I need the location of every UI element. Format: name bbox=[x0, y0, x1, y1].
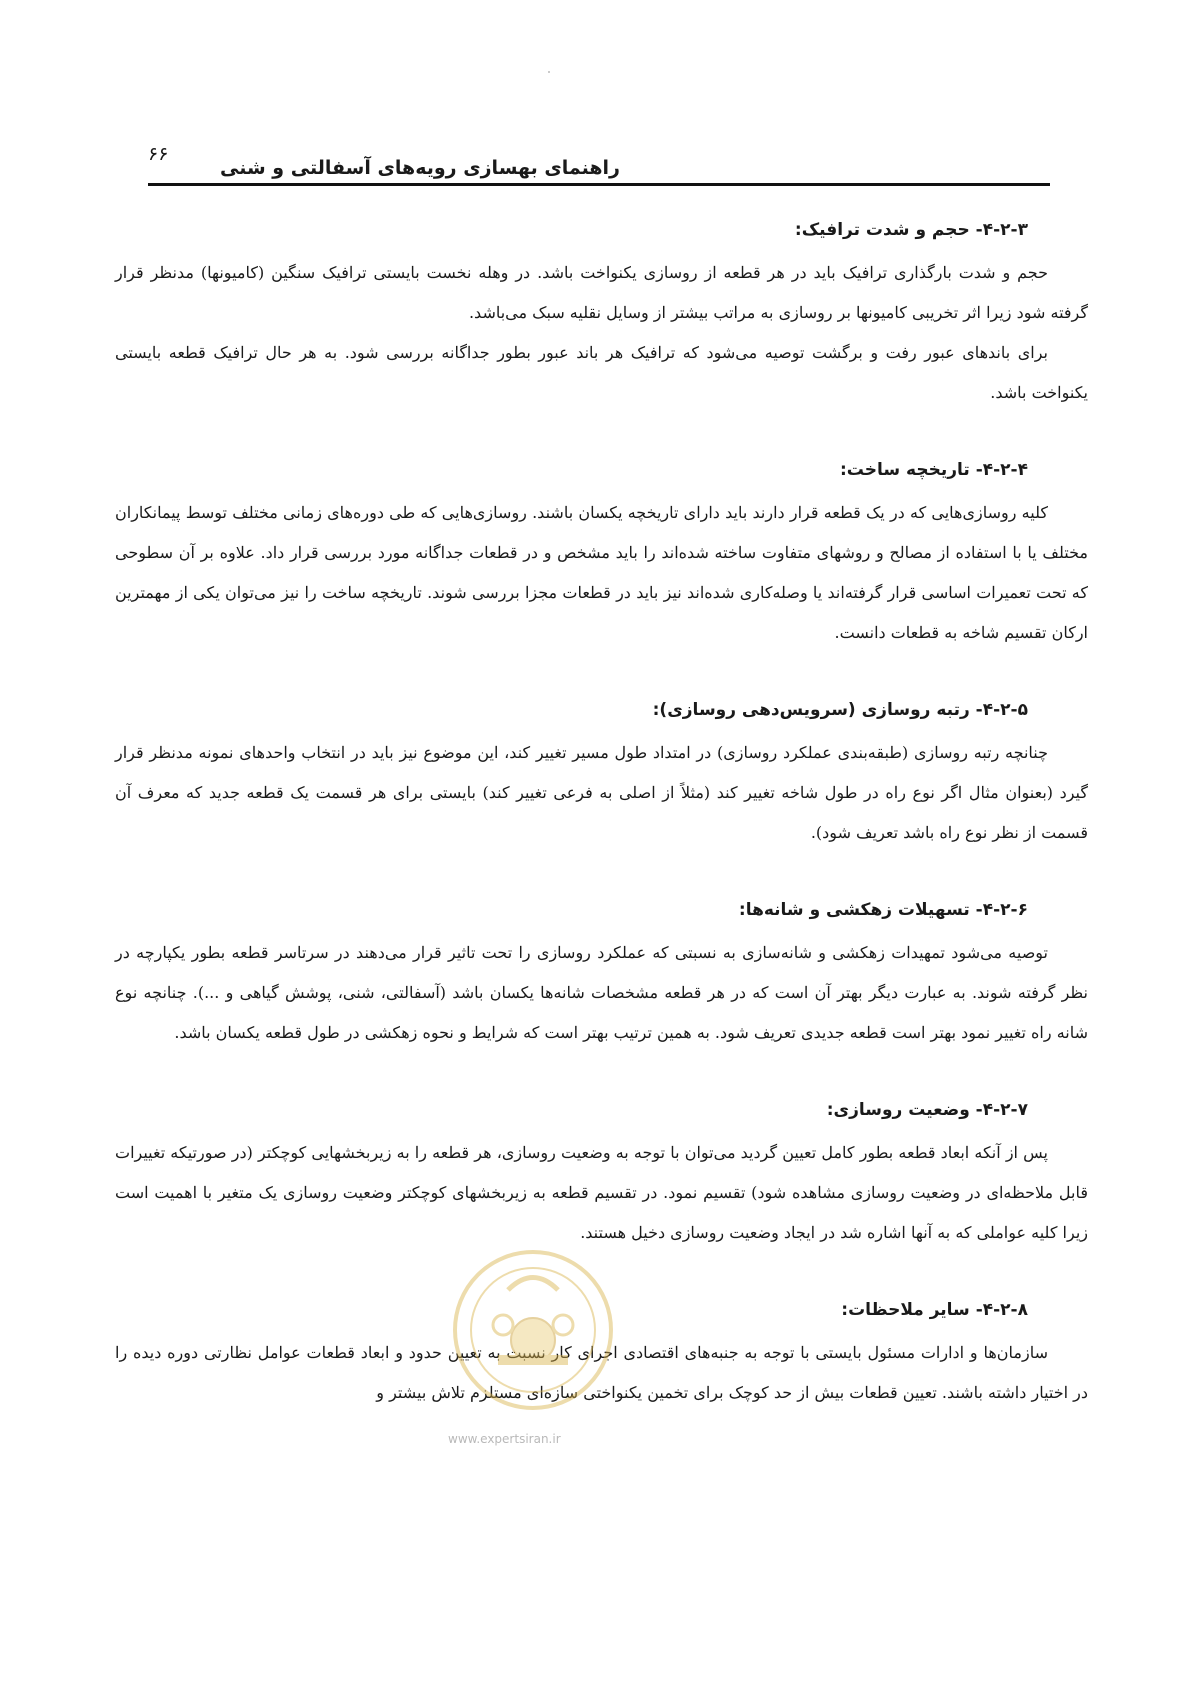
section-heading: ۴-۲-۳- حجم و شدت ترافیک: bbox=[794, 220, 1028, 240]
paragraph: پس از آنکه ابعاد قطعه بطور کامل تعیین گردید می‌توان با توجه به وضعیت روسازی، هر قطعه را به زیربخشهایی کوچکتر (در صورتیکه تغییرات قابل ملاحظه‌ای در وضعیت روسازی مشاهده شود) تقسیم نمود. در تقسیم قطعه به زیربخشهای کوچکتر وضعیت روسازی یک متغیر با اهمیت است زیرا کلیه عواملی که به آنها اشاره شد در ایجاد وضعیت روسازی دخیل هستند. bbox=[115, 1143, 1088, 1242]
section-heading: ۴-۲-۴- تاریخچه ساخت: bbox=[839, 460, 1028, 480]
watermark-url: www.expertsiran.ir bbox=[448, 1432, 561, 1446]
section-heading: ۴-۲-۸- سایر ملاحظات: bbox=[841, 1300, 1028, 1320]
page-number: ۶۶ bbox=[148, 143, 169, 165]
paragraph: حجم و شدت بارگذاری ترافیک باید در هر قطعه از روسازی یکنواخت باشد. در وهله نخست بایستی ترافیک سنگین (کامیونها) مدنظر قرار گرفته شود زیرا اثر تخریبی کامیونها بر روسازی به مراتب بیشتر از وسایل نقلیه سبک می‌باشد. bbox=[115, 263, 1088, 322]
section-traffic bbox=[115, 215, 1088, 413]
header-rule bbox=[148, 183, 1050, 186]
paragraph: کلیه روسازی‌هایی که در یک قطعه قرار دارند باید دارای تاریخچه یکسان باشند. روسازی‌هایی که طی دوره‌های زمانی مختلف توسط پیمانکاران مختلف یا با استفاده از مصالح و روشهای متفاوت ساخته شده‌اند را باید مشخص و در قطعات جداگانه مورد بررسی قرار داد. علاوه بر آن سطوحی که تحت تعمیرات اساسی قرار گرفته‌اند یا وصله‌کاری شده‌اند نیز باید در قطعات مجزا بررسی شوند. تاریخچه ساخت را نیز می‌توان یکی از مهمترین ارکان تقسیم شاخه به قطعات دانست. bbox=[115, 503, 1089, 642]
section-heading: ۴-۲-۷- وضعیت روسازی: bbox=[826, 1100, 1028, 1120]
paragraph: چنانچه رتبه روسازی (طبقه‌بندی عملکرد روسازی) در امتداد طول مسیر تغییر کند، این موضوع نیز باید در انتخاب واحدهای نمونه مدنظر قرار گیرد (بعنوان مثال اگر نوع راه در طول شاخه تغییر کند (مثلاً از اصلی به فرعی تغییر کند) بایستی برای هر قسمت یک قطعه جدید که معرف آن قسمت از نظر نوع راه باشد تعریف شود). bbox=[115, 743, 1089, 842]
section-pavement-rank bbox=[115, 695, 1088, 853]
page-header bbox=[148, 143, 1050, 183]
scan-speck bbox=[548, 71, 550, 73]
section-construction-history bbox=[115, 455, 1088, 653]
section-drainage-shoulders bbox=[115, 895, 1088, 1053]
paragraph: برای باندهای عبور رفت و برگشت توصیه می‌شود که ترافیک هر باند عبور بطور جداگانه بررسی شود. به هر حال ترافیک قطعه بایستی یکنواخت باشد. bbox=[115, 343, 1088, 402]
section-heading: ۴-۲-۵- رتبه روسازی (سرویس‌دهی روسازی): bbox=[652, 700, 1028, 720]
page-body bbox=[115, 215, 1088, 1413]
paragraph: توصیه می‌شود تمهیدات زهکشی و شانه‌سازی به نسبتی که عملکرد روسازی را تحت تاثیر قرار می‌دهند در سرتاسر قطعه بطور یکپارچه در نظر گرفته شوند. به عبارت دیگر بهتر آن است که در هر قطعه مشخصات شانه‌ها یکسان باشد (آسفالتی، شنی، پوشش گیاهی و ...). چنانچه نوع شانه راه تغییر نمود بهتر است قطعه جدیدی تعریف شود. به همین ترتیب بهتر است که شرایط و نحوه زهکشی در طول قطعه یکسان باشد. bbox=[115, 943, 1088, 1042]
running-title: راهنمای بهسازی رویه‌های آسفالتی و شنی bbox=[220, 157, 620, 179]
section-pavement-condition bbox=[115, 1095, 1088, 1253]
section-heading: ۴-۲-۶- تسهیلات زهکشی و شانه‌ها: bbox=[738, 900, 1028, 920]
paragraph: سازمان‌ها و ادارات مسئول بایستی با توجه به جنبه‌های اقتصادی اجرای کار نسبت به تعیین حدود و ابعاد قطعات عوامل نظارتی دوره دیده را در اختیار داشته باشند. تعیین قطعات بیش از حد کوچک برای تخمین یکنواختی سازه‌ای مستلزم تلاش بیشتر و bbox=[115, 1343, 1088, 1402]
watermark-seal-icon bbox=[448, 1245, 618, 1415]
